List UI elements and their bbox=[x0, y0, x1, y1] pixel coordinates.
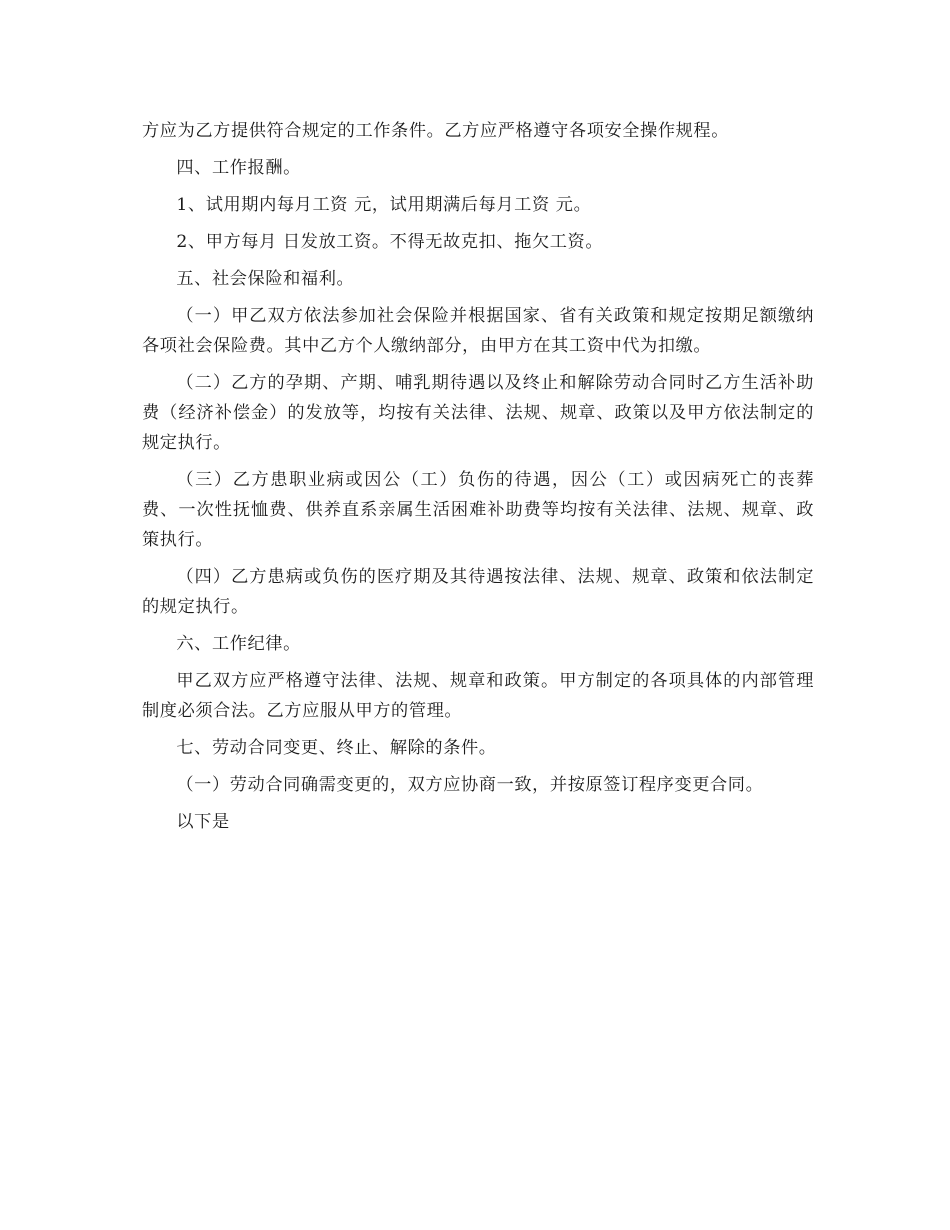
section-heading: 七、劳动合同变更、终止、解除的条件。 bbox=[176, 738, 497, 758]
document-body bbox=[142, 116, 814, 844]
paragraph: 方应为乙方提供符合规定的工作条件。乙方应严格遵守各项安全操作规程。 bbox=[142, 121, 729, 141]
section-heading: 四、工作报酬。 bbox=[176, 158, 301, 178]
paragraph: 2、甲方每月 日发放工资。不得无故克扣、拖欠工资。 bbox=[176, 232, 604, 252]
paragraph: 1、试用期内每月工资 元，试用期满后每月工资 元。 bbox=[176, 195, 592, 215]
paragraph: 以下是 bbox=[176, 812, 230, 832]
paragraph: （一）劳动合同确需变更的，双方应协商一致，并按原签订程序变更合同。 bbox=[176, 775, 764, 795]
paragraph: （二）乙方的孕期、产期、哺乳期待遇以及终止和解除劳动合同时乙方生活补助费（经济补偿金）的发放等，均按有关法律、法规、规章、政策以及甲方依法制定的规定执行。 bbox=[142, 373, 814, 453]
section-heading: 五、社会保险和福利。 bbox=[176, 269, 355, 289]
paragraph: （四）乙方患病或负伤的医疗期及其待遇按法律、法规、规章、政策和依法制定的规定执行。 bbox=[142, 567, 814, 617]
paragraph: 甲乙双方应严格遵守法律、法规、规章和政策。甲方制定的各项具体的内部管理制度必须合法。乙方应服从甲方的管理。 bbox=[142, 671, 814, 721]
paragraph: （三）乙方患职业病或因公（工）负伤的待遇，因公（工）或因病死亡的丧葬费、一次性抚恤费、供养直系亲属生活困难补助费等均按有关法律、法规、规章、政策执行。 bbox=[142, 470, 814, 550]
paragraph: （一）甲乙双方依法参加社会保险并根据国家、省有关政策和规定按期足额缴纳各项社会保险费。其中乙方个人缴纳部分，由甲方在其工资中代为扣缴。 bbox=[142, 306, 814, 356]
section-heading: 六、工作纪律。 bbox=[176, 634, 301, 654]
